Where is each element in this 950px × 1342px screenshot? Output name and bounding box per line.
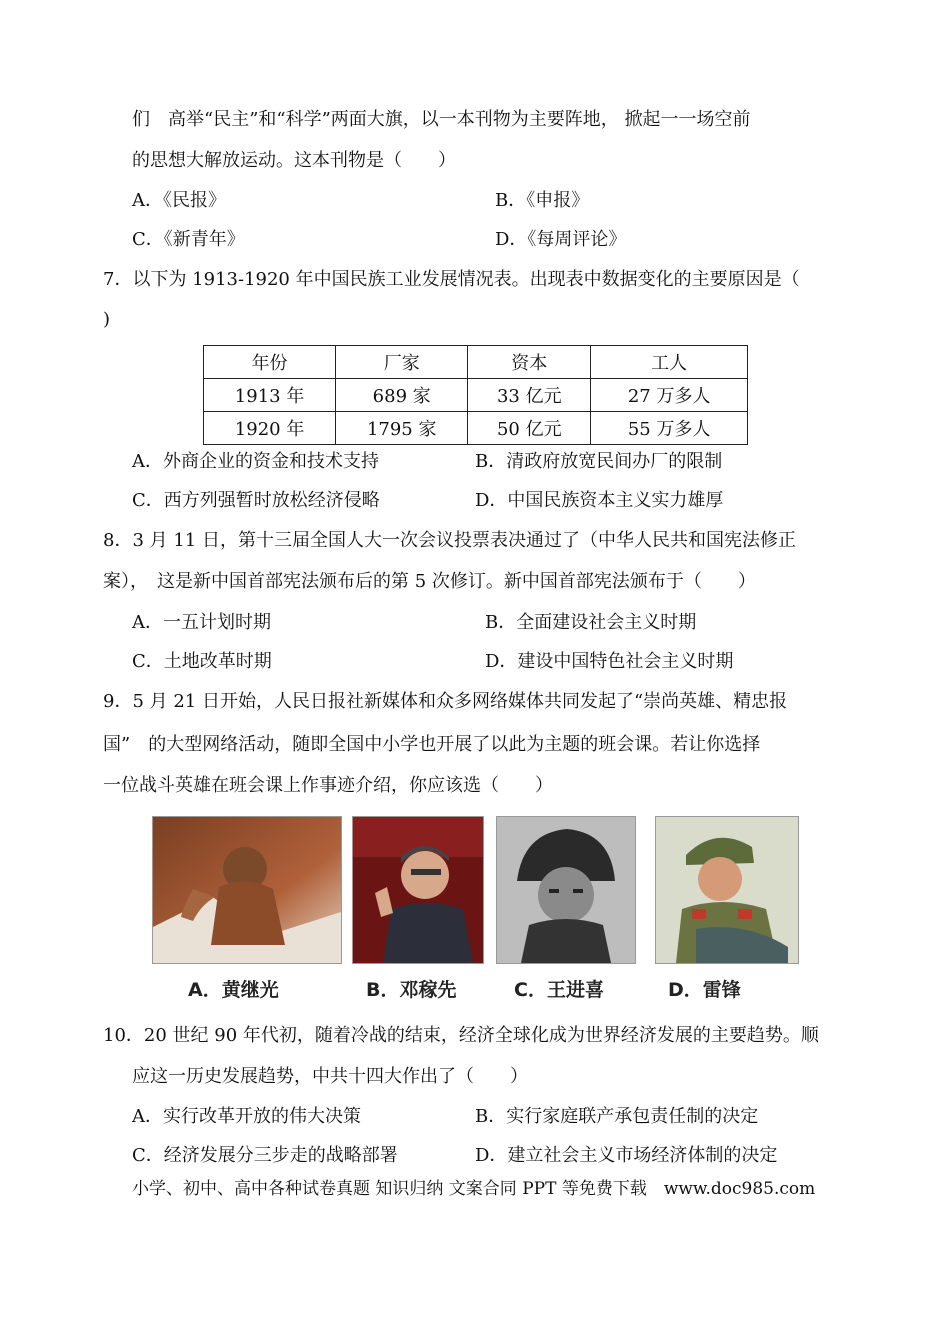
table-cell: 50 亿元	[468, 412, 591, 445]
q7-option-d: D．中国民族资本主义实力雄厚	[475, 490, 724, 511]
table-header-cell: 工人	[591, 346, 748, 379]
q9-line-2: 国” 的大型网络活动，随即全国中小学也开展了以此为主题的班会课。若让你选择	[103, 734, 761, 755]
table-header-cell: 资本	[468, 346, 591, 379]
table-cell: 1913 年	[204, 379, 336, 412]
q6-line-1: 们 高举“民主”和“科学”两面大旗，以一本刊物为主要阵地， 掀起一一场空前	[132, 109, 751, 130]
table-cell: 33 亿元	[468, 379, 591, 412]
q6-option-c: C．《新青年》	[132, 229, 245, 250]
q10-option-c: C．经济发展分三步走的战略部署	[132, 1145, 398, 1166]
table-cell: 1920 年	[204, 412, 336, 445]
q8-line-1: 8．3 月 11 日，第十三届全国人大一次会议投票表决通过了（中华人民共和国宪法修正	[103, 530, 796, 551]
q9-line-1: 9．5 月 21 日开始，人民日报社新媒体和众多网络媒体共同发起了“崇尚英雄、精忠报	[103, 691, 788, 712]
caption-b: B．邓稼先	[366, 979, 457, 1001]
q10-line-2: 应这一历史发展趋势，中共十四大作出了（ ）	[132, 1066, 528, 1087]
q9-line-3: 一位战斗英雄在班会课上作事迹介绍，你应该选（ ）	[103, 775, 553, 796]
table-header-cell: 厂家	[336, 346, 468, 379]
q6-option-b: B．《申报》	[495, 190, 590, 211]
q8-option-c: C．土地改革时期	[132, 651, 272, 672]
table-header-row	[204, 346, 748, 379]
table-cell: 689 家	[336, 379, 468, 412]
q10-line-1: 10．20 世纪 90 年代初，随着冷战的结束，经济全球化成为世界经济发展的主要趋势。顺	[103, 1025, 819, 1046]
table-cell: 1795 家	[336, 412, 468, 445]
table-row	[204, 379, 748, 412]
portrait-b-image	[352, 816, 484, 964]
portrait-a-image	[152, 816, 342, 964]
industry-table	[203, 345, 748, 445]
footer-download-link[interactable]: 小学、初中、高中各种试卷真题 知识归纳 文案合同 PPT 等免费下载 www.doc985.com	[132, 1179, 816, 1199]
q8-option-b: B．全面建设社会主义时期	[485, 612, 697, 633]
q8-line-2: 案）， 这是新中国首部宪法颁布后的第 5 次修订。新中国首部宪法颁布于（ ）	[103, 571, 756, 592]
q7-option-c: C．西方列强暂时放松经济侵略	[132, 490, 380, 511]
caption-c: C．王进喜	[514, 979, 604, 1001]
q10-option-b: B．实行家庭联产承包责任制的决定	[475, 1106, 759, 1127]
table-cell: 27 万多人	[591, 379, 748, 412]
q7-option-b: B．清政府放宽民间办厂的限制	[475, 451, 723, 472]
caption-a: A．黄继光	[188, 979, 279, 1001]
q7-line-1: 7．以下为 1913-1920 年中国民族工业发展情况表。出现表中数据变化的主要原因是（	[103, 269, 800, 290]
q10-option-d: D．建立社会主义市场经济体制的决定	[475, 1145, 778, 1166]
q6-option-a: A．《民报》	[132, 190, 226, 211]
portrait-d-image	[655, 816, 799, 964]
q8-option-d: D．建设中国特色社会主义时期	[485, 651, 734, 672]
q6-option-d: D．《每周评论》	[495, 229, 627, 250]
table-header-cell: 年份	[204, 346, 336, 379]
table-cell: 55 万多人	[591, 412, 748, 445]
q10-option-a: A．实行改革开放的伟大决策	[132, 1106, 361, 1127]
q7-option-a: A．外商企业的资金和技术支持	[132, 451, 379, 472]
table-row	[204, 412, 748, 445]
q6-line-2: 的思想大解放运动。这本刊物是（ ）	[132, 150, 456, 171]
q8-option-a: A．一五计划时期	[132, 612, 271, 633]
q7-line-2: )	[103, 309, 111, 330]
portrait-c-image	[496, 816, 636, 964]
caption-d: D．雷锋	[668, 979, 741, 1001]
